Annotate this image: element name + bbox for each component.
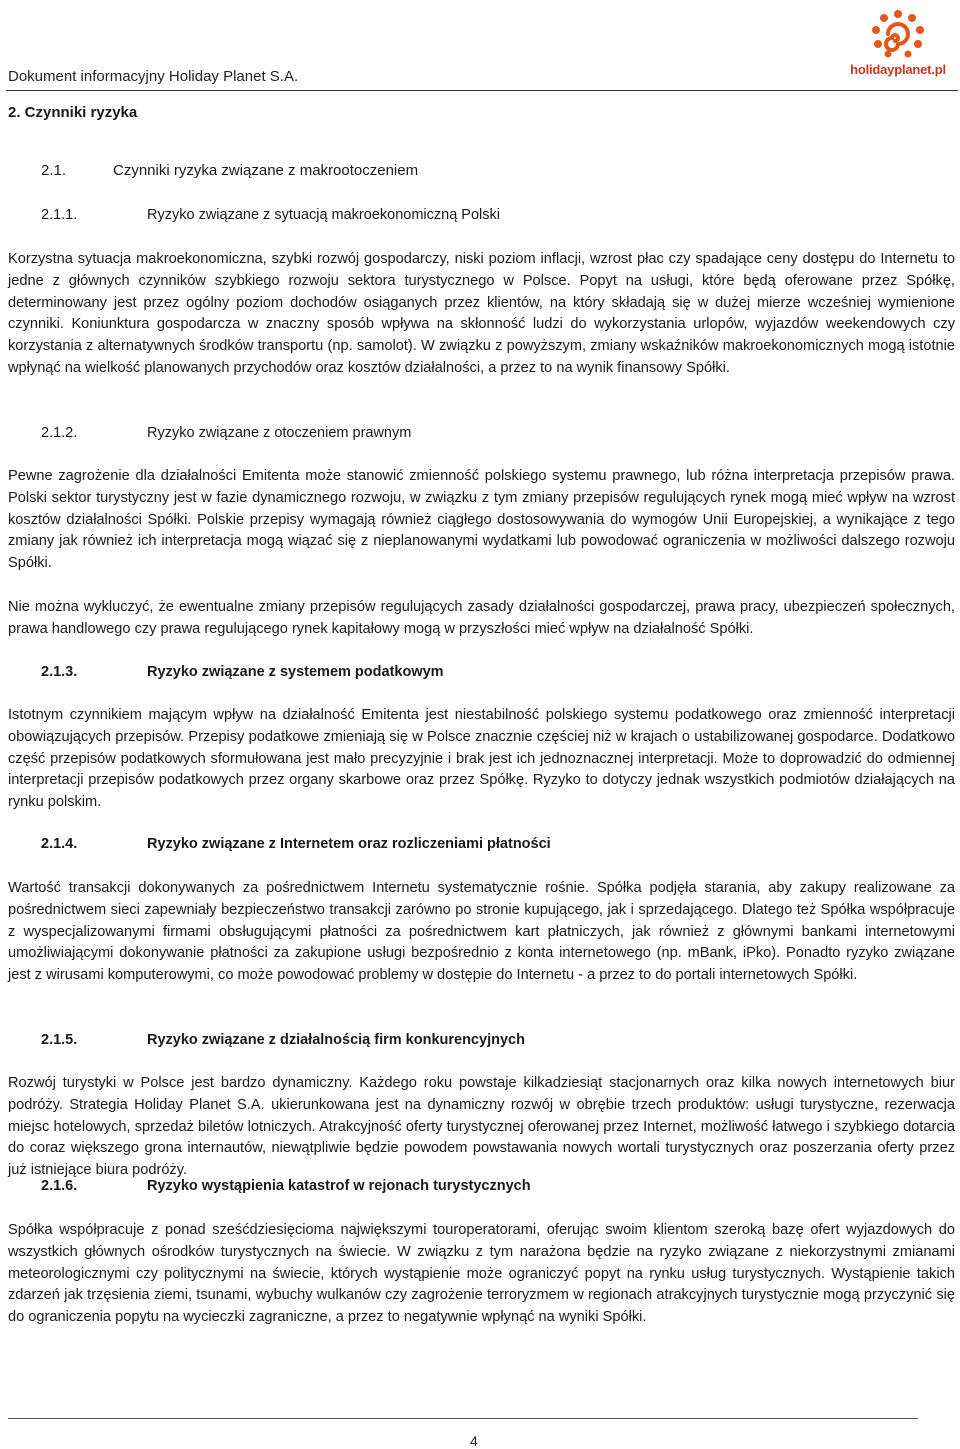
risk-title: Ryzyko związane z Internetem oraz rozliczeniami płatności (147, 836, 551, 852)
risk-number: 2.1.6. (41, 1178, 78, 1194)
risk-title: Ryzyko wystąpienia katastrof w rejonach turystycznych (147, 1178, 531, 1194)
risk-number: 2.1.5. (41, 1032, 78, 1048)
risk-paragraph: Nie można wykluczyć, że ewentualne zmiany przepisów regulujących zasady działalności gospodarczej, prawa pracy, ubezpieczeń społecznych, prawa handlowego czy prawa regulującego rynek kapitałowy mogą w przyszłości mieć wpływ na działalność Spółki. (8, 599, 955, 637)
risk-title: Ryzyko związane z otoczeniem prawnym (147, 425, 412, 441)
subsection-number: 2.1. (41, 162, 67, 179)
risk-heading-5 (41, 1032, 525, 1048)
risk-heading-3 (41, 664, 444, 680)
footer-divider (8, 1418, 918, 1419)
risk-heading-6 (41, 1178, 531, 1194)
subsection-title: Czynniki ryzyka związane z makrootoczeniem (113, 162, 419, 179)
risk-heading-2 (41, 425, 411, 441)
risk-paragraph: Istotnym czynnikiem mającym wpływ na działalność Emitenta jest niestabilność polskiego systemu podatkowego oraz zmienność interpretacji obowiązujących przepisów. Przepisy podatkowe zmieniają się w Polsce znacznie częściej niż w krajach o ustabilizowanej gospodarce. Dodatkowo część przepisów podatkowych sformułowana jest mało precyzyjnie i brak jest ich jednoznacznej interpretacji. Może to doprowadzić do odmiennej interpretacji przepisów podatkowych przez organy skarbowe oraz przez Spółkę. Ryzyko to dotyczy jednak wszystkich podmiotów działających na rynku polskim. (8, 707, 955, 811)
page-header (0, 0, 960, 96)
risk-paragraph: Korzystna sytuacja makroekonomiczna, szybki rozwój gospodarczy, niski poziom inflacji, wzrost płac czy spadające ceny dostępu do Internetu to jedne z głównych czynników szybkiego rozwoju sektora turystycznego w Polsce. Popyt na usługi, które będą oferowane przez Spółkę, determinowany jest przez ogólny poziom dochodów osiąganych przez klientów, na który składają się w dużej mierze wcześniej wymienione czynniki. Koniunktura gospodarcza w znaczny sposób wpływa na skłonność ludzi do wykorzystania urlopów, wyjazdów weekendowych czy korzystania z alternatywnych środków transportu (np. samolot). W związku z powyższym, zmiany wskaźników makroekonomicznych mogą istotnie wpłynąć na wielkość planowanych przychodów oraz kosztów działalności, a przez to na wynik finansowy Spółki. (8, 251, 955, 376)
page-number: 4 (470, 1433, 478, 1449)
risk-paragraph: Pewne zagrożenie dla działalności Emitenta może stanowić zmienność polskiego systemu prawnego, lub różna interpretacja przepisów prawa. Polski sektor turystyczny jest w fazie dynamicznego rozwoju, w związku z tym zmiany przepisów regulujących rynek mogą mieć wpływ na wzrost kosztów działalności Spółki. Polskie przepisy wymagają również ciągłego dostosowywania do wymogów Unii Europejskiej, a wynikające z tego zmiany jak również ich interpretacja mogą wiązać się z nieplanowanymi wydatkami lub powodować ograniczenia w możliwości dalszego rozwoju Spółki. (8, 468, 955, 572)
risk-heading-1 (41, 207, 500, 223)
risk-title: Ryzyko związane z systemem podatkowym (147, 664, 444, 680)
risk-paragraph: Rozwój turystyki w Polsce jest bardzo dynamiczny. Każdego roku powstaje kilkadziesiąt stacjonarnych oraz kilka nowych internetowych biur podróży. Strategia Holiday Planet S.A. ukierunkowana jest na dynamiczny rozwój w obrębie trzech produktów: usługi turystyczne, rezerwacja miejsc hotelowych, sprzedaż biletów lotniczych. Atrakcyjność oferty turystycznej oferowanej przez Internet, możliwość łatwego i szybkiego dotarcia do coraz większego grona internautów, niewątpliwie będzie powodem powstawania nowych wortali turystycznych oraz poszerzania oferty przez już istniejące biura podróży. (8, 1075, 955, 1179)
spiral-sun-logo-icon (838, 4, 958, 64)
risk-number: 2.1.1. (41, 207, 78, 223)
risk-number: 2.1.3. (41, 664, 78, 680)
risk-number: 2.1.2. (41, 425, 78, 441)
section-heading: 2. Czynniki ryzyka (8, 104, 138, 121)
header-divider (6, 90, 958, 91)
risk-paragraph: Wartość transakcji dokonywanych za pośrednictwem Internetu systematycznie rośnie. Spółka podjęła starania, aby zakupy realizowane za pośrednictwem sieci zapewniały bezpieczeństwo transakcji zarówno po stronie kupującego, jak i sprzedającego. Dlatego też Spółka współpracuje z wyspecjalizowanymi firmami obsługującymi płatności za pośrednictwem kart płatniczych, jak również z głównymi bankami internetowymi umożliwiającymi dokonywanie płatności za zakupione usługi bezpośrednio z konta internetowego (np. mBank, iPko). Ponadto ryzyko związane jest z wirusami komputerowymi, co może powodować problemy w dostępie do Internetu - a przez to do portali internetowych Spółki. (8, 880, 955, 984)
risk-heading-4 (41, 836, 551, 852)
document-title: Dokument informacyjny Holiday Planet S.A. (8, 68, 299, 85)
risk-title: Ryzyko związane z sytuacją makroekonomiczną Polski (147, 207, 500, 223)
logo-wordmark: holidayplanet.pl (850, 62, 946, 77)
risk-paragraph: Spółka współpracuje z ponad sześćdziesięcioma największymi touroperatorami, oferując swoim klientom szeroką bazę ofert wyjazdowych do wszystkich głównych ośrodków turystycznych na świecie. W związku z tym narażona będzie na ryzyko związane z niekorzystnymi zmianami meteorologicznymi czy politycznymi na świecie, których wystąpienie może ograniczyć popyt na rynku usług turystycznych. Wystąpienie takich zdarzeń jak trzęsienia ziemi, tsunami, wybuchy wulkanów czy zagrożenie terroryzmem w regionach atrakcyjnych turystycznie mogą przyczynić się do ograniczenia popytu na wycieczki zagraniczne, a przez to negatywnie wpłynąć na wyniki Spółki. (8, 1222, 955, 1326)
holidayplanet-logo (838, 4, 958, 84)
risk-number: 2.1.4. (41, 836, 78, 852)
subsection-heading (41, 162, 418, 179)
risk-title: Ryzyko związane z działalnością firm konkurencyjnych (147, 1032, 525, 1048)
